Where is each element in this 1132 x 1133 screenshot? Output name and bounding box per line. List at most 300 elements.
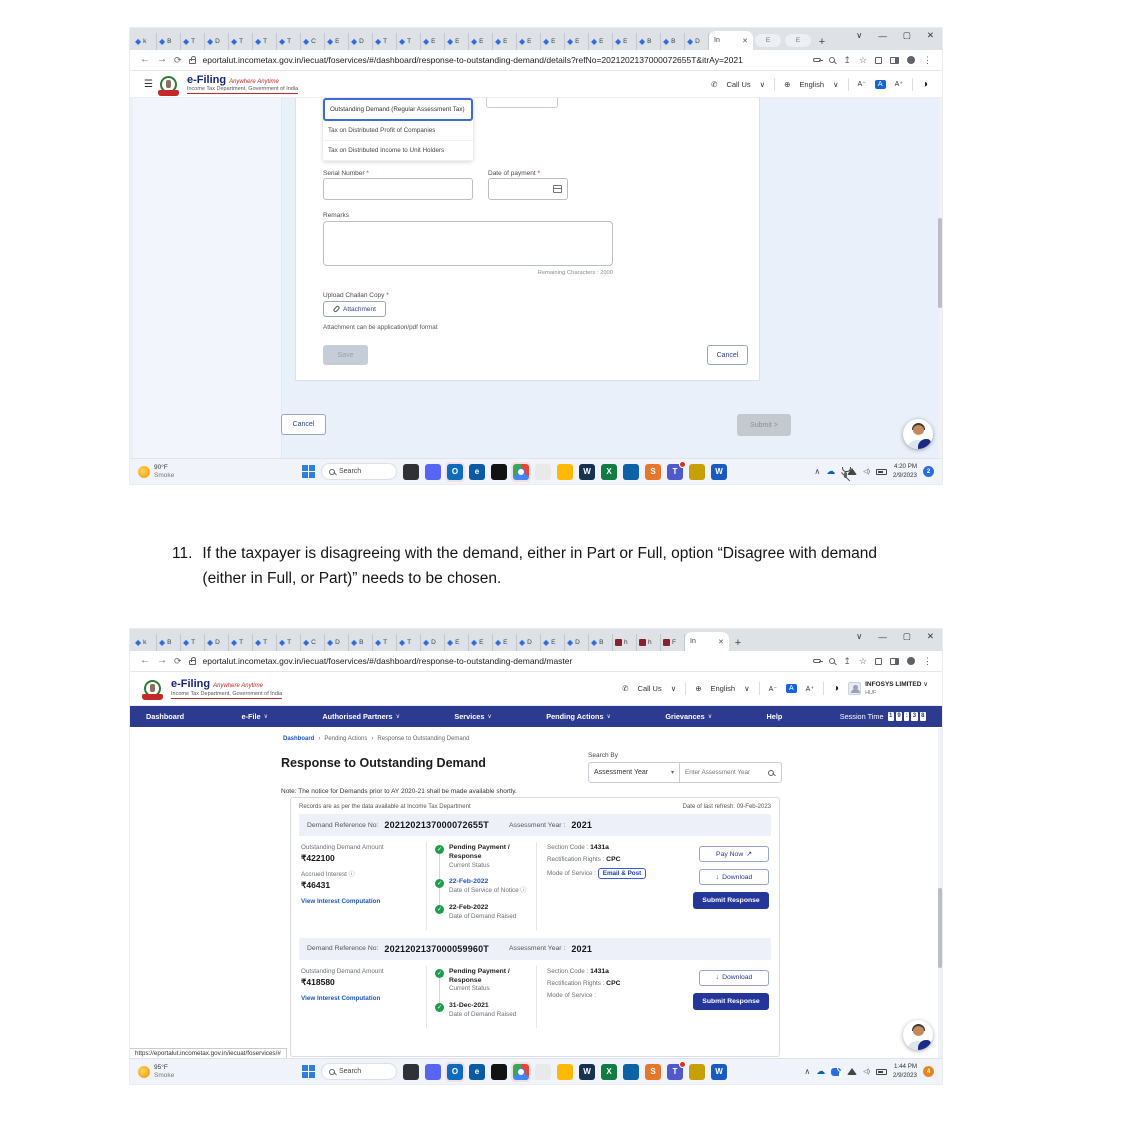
browser-menu-icon[interactable]: ⋮ — [923, 54, 932, 65]
brand-tagline: Anywhere Anytime — [213, 683, 263, 690]
search-icon — [329, 469, 335, 475]
browser-tab[interactable]: ◆ D — [517, 634, 541, 651]
font-increase-button[interactable]: A⁺ — [894, 81, 903, 88]
instruction-number: 11. — [172, 545, 193, 562]
tab-favicon-icon: ◆ — [447, 637, 454, 647]
date-of-payment-label: Date of payment — [488, 170, 536, 177]
tab-close-icon[interactable]: ✕ — [718, 638, 724, 646]
tabsearch-caret-icon[interactable]: ∨ — [856, 30, 863, 40]
browser-tab[interactable]: ◆ T — [397, 33, 421, 50]
browser-tab[interactable]: ◆ T — [277, 33, 301, 50]
taskbar-search[interactable]: Search — [321, 1063, 397, 1080]
browser-tab[interactable]: ◆ E — [493, 634, 517, 651]
wps-office-icon[interactable]: W — [579, 464, 595, 480]
required-asterisk: * — [386, 292, 389, 299]
browser-tab[interactable]: ◆ E — [589, 33, 613, 50]
onedrive-icon[interactable]: ☁ — [826, 466, 836, 476]
tab-favicon-icon: ◆ — [135, 36, 142, 46]
page-title: Response to Outstanding Demand — [281, 756, 486, 770]
defender-icon[interactable] — [623, 464, 639, 480]
password-key-icon[interactable] — [813, 58, 821, 62]
browser-tab[interactable]: ◆ T — [373, 33, 397, 50]
excel-icon[interactable]: X — [601, 464, 617, 480]
demand-record-header — [299, 938, 771, 960]
check-icon: ✓ — [436, 1005, 443, 1012]
url-actions — [813, 656, 932, 667]
nav-item[interactable]: e-File ∨ — [241, 712, 268, 721]
contrast-toggle-icon[interactable]: ◑ — [921, 78, 928, 90]
lock-icon — [189, 660, 196, 665]
github-icon[interactable] — [535, 464, 551, 480]
sharepoint-icon[interactable]: S — [645, 464, 661, 480]
section-code-label: Section Code : — [547, 967, 589, 975]
spotify-icon[interactable] — [491, 464, 507, 480]
weather-icon — [138, 1066, 150, 1078]
check-icon: ✓ — [436, 881, 443, 888]
view-interest-link[interactable]: View Interest Computation — [301, 897, 381, 905]
clock-time: 1:44 PM — [893, 1063, 917, 1071]
tab-favicon-icon: ◆ — [567, 36, 574, 46]
rectification-value: CPC — [606, 856, 621, 863]
browser-tab[interactable]: ◆ D — [685, 33, 709, 50]
browser-tab[interactable]: ◆ C — [301, 33, 325, 50]
browser-tab[interactable]: ◆ D — [565, 634, 589, 651]
onedrive-icon[interactable]: ☁ — [816, 1066, 826, 1076]
share-icon[interactable]: ↥ — [843, 54, 851, 65]
tab-favicon-icon: ◆ — [255, 637, 262, 647]
font-decrease-button[interactable]: A⁻ — [768, 685, 777, 693]
browser-tab[interactable]: ◆ B — [589, 634, 613, 651]
browser-tab[interactable]: ◆ D — [421, 634, 445, 651]
mode-of-service-chip: Email & Post — [598, 868, 647, 879]
tab-favicon-icon: ◆ — [351, 637, 358, 647]
new-tab-button[interactable]: + — [818, 36, 826, 48]
chatbot-avatar[interactable] — [903, 419, 933, 449]
taskbar-clock[interactable] — [893, 463, 917, 480]
session-time-label: Session Time — [839, 712, 884, 721]
wps-office-icon[interactable]: W — [579, 1064, 595, 1080]
dropdown-option[interactable]: Tax on Distributed Profit of Companies — [323, 121, 473, 141]
income-tax-emblem-logo — [144, 680, 161, 697]
password-key-icon[interactable] — [813, 659, 821, 663]
tab-close-icon[interactable]: ✕ — [742, 37, 748, 45]
sticky-notes-icon[interactable] — [689, 1064, 705, 1080]
forward-icon[interactable]: → — [157, 54, 167, 65]
serial-number-input[interactable] — [323, 178, 473, 200]
browser-tab[interactable]: ◆ E — [541, 33, 565, 50]
extensions-icon[interactable] — [875, 57, 882, 64]
hamburger-icon[interactable]: ☰ — [144, 78, 153, 90]
chrome-icon[interactable] — [513, 1064, 529, 1080]
income-tax-emblem-logo — [160, 76, 177, 93]
browser-tab[interactable]: ◆ T — [229, 634, 253, 651]
section-code-value: 1431a — [590, 967, 609, 975]
dropdown-option[interactable]: Tax on Distributed Income to Unit Holders — [323, 141, 473, 161]
side-panel-icon[interactable] — [890, 658, 899, 665]
share-icon[interactable]: ↥ — [843, 655, 851, 666]
tab-favicon-icon: ◆ — [135, 637, 142, 647]
tab-favicon-icon — [639, 639, 646, 646]
outlook-icon[interactable]: O — [447, 464, 463, 480]
tab-favicon-icon: ◆ — [183, 637, 190, 647]
discord-icon[interactable] — [425, 1064, 441, 1080]
browser-tab[interactable]: ◆ B — [157, 33, 181, 50]
language-menu[interactable]: English — [799, 79, 825, 89]
session-digit: 3 — [912, 713, 917, 719]
notification-badge — [679, 461, 686, 468]
info-icon[interactable]: ⓘ — [348, 871, 355, 878]
browser-tab[interactable]: ◆ D — [325, 634, 349, 651]
excel-icon[interactable]: X — [601, 1064, 617, 1080]
browser-tab[interactable]: ◆ T — [277, 634, 301, 651]
breadcrumb-current: Response to Outstanding Demand — [377, 736, 470, 742]
tab-favicon-icon — [663, 639, 670, 646]
download-button[interactable]: ↓ Download — [699, 970, 769, 986]
volume-icon[interactable]: ◁) — [863, 469, 870, 475]
view-interest-link[interactable]: View Interest Computation — [301, 994, 381, 1002]
tab-favicon-icon: ◆ — [279, 637, 286, 647]
browser-tab[interactable]: ◆ D — [205, 634, 229, 651]
instruction-step — [172, 541, 914, 591]
rectification-value: CPC — [606, 979, 621, 987]
browser-tab[interactable]: ◆ E — [517, 33, 541, 50]
assessment-year-input[interactable] — [685, 769, 765, 776]
caret-down-icon: ∨ — [263, 714, 268, 720]
minimize-button[interactable]: — — [878, 631, 887, 642]
tab-favicon-icon: ◆ — [423, 637, 430, 647]
interest-label: Accrued Interest — [301, 870, 347, 878]
assessment-year-dropdown[interactable]: Assessment Year ▾ — [588, 762, 680, 783]
notification-badge — [679, 1061, 686, 1068]
session-digit: 8 — [921, 713, 925, 719]
maximize-button[interactable]: ▢ — [902, 30, 911, 40]
attachment-button[interactable]: Attachment — [323, 301, 386, 317]
section-code-label: Section Code : — [547, 844, 589, 851]
mode-of-service-label: Mode of Service : — [547, 870, 596, 877]
weather-condition: Smoke — [154, 471, 175, 479]
profile-icon[interactable] — [907, 657, 915, 665]
tab-favicon-icon: ◆ — [231, 637, 238, 647]
weather-widget[interactable] — [138, 1064, 174, 1080]
browser-tab[interactable]: ◆ E — [565, 33, 589, 50]
caret-down-icon: ∨ — [395, 714, 400, 720]
brand-title: e-Filing — [171, 678, 211, 691]
page-content — [130, 98, 942, 458]
nav-item[interactable]: Grievances ∨ — [665, 712, 713, 721]
chrome-icon[interactable] — [513, 464, 529, 480]
weather-temp: 90°F — [154, 463, 168, 471]
call-us-menu[interactable]: Call Us — [637, 684, 662, 693]
clock-time: 4:20 PM — [893, 463, 917, 471]
edge-icon[interactable]: e — [469, 1064, 485, 1080]
amount-field-partial[interactable] — [486, 98, 558, 108]
close-button[interactable]: ✕ — [926, 631, 934, 641]
wifi-icon[interactable] — [847, 1068, 857, 1075]
battery-icon[interactable] — [876, 1069, 887, 1075]
browser-tab[interactable]: ◆ E — [613, 33, 637, 50]
submit-response-button[interactable]: Submit Response — [693, 993, 769, 1010]
tab-favicon-icon: ◆ — [495, 36, 502, 46]
zoom-icon[interactable] — [829, 658, 835, 664]
forward-icon[interactable]: → — [157, 655, 167, 666]
check-icon: ✓ — [436, 847, 443, 853]
browser-tab-inactive[interactable]: E — [755, 34, 781, 47]
calendar-icon[interactable] — [553, 185, 562, 193]
browser-tab-inactive[interactable]: E — [785, 34, 811, 47]
zoom-icon[interactable] — [829, 57, 835, 63]
browser-tab[interactable]: ◆ T — [253, 634, 277, 651]
teams-icon[interactable]: T — [667, 1064, 683, 1080]
tabsearch-caret-icon[interactable]: ∨ — [856, 631, 863, 641]
tab-favicon-icon: ◆ — [303, 637, 310, 647]
spotify-icon[interactable] — [491, 1064, 507, 1080]
browser-tab[interactable]: F — [661, 634, 685, 651]
call-us-menu[interactable]: Call Us — [726, 79, 751, 89]
font-default-button[interactable]: A — [786, 684, 797, 693]
browser-tab-active[interactable]: In ✕ — [685, 632, 729, 651]
dropdown-option-selected[interactable]: Outstanding Demand (Regular Assessment Tax) — [323, 98, 473, 121]
lock-icon — [189, 59, 196, 64]
github-icon[interactable] — [535, 1064, 551, 1080]
font-default-button[interactable]: A — [875, 80, 886, 89]
brand-title: e-Filing — [186, 73, 227, 86]
browser-tab[interactable]: ◆ D — [205, 33, 229, 50]
tab-favicon-icon: ◆ — [207, 36, 214, 46]
nav-item[interactable]: Dashboard — [146, 712, 185, 721]
browser-tab[interactable]: ◆ B — [661, 33, 685, 50]
browser-tab[interactable]: ◆ B — [157, 634, 181, 651]
tray-chevron-up-icon[interactable]: ∧ — [814, 467, 821, 476]
font-decrease-button[interactable]: A⁻ — [857, 81, 866, 88]
tab-favicon-icon: ◆ — [423, 36, 430, 46]
timeline-item: ✓ 22-Feb-2022 Date of Service of Notice ⓘ — [436, 878, 527, 895]
language-menu[interactable]: English — [710, 684, 736, 693]
records-caption: Records are as per the data available at Income Tax Department — [299, 804, 471, 810]
amount-label: Outstanding Demand Amount — [301, 844, 384, 851]
response-form-card — [295, 98, 760, 381]
caret-down-icon: ∨ — [487, 714, 492, 720]
browser-tab[interactable]: ◆ E — [493, 33, 517, 50]
browser-tab[interactable]: ◆ T — [229, 33, 253, 50]
tab-favicon-icon: ◆ — [279, 36, 286, 46]
weather-widget[interactable] — [138, 464, 174, 480]
caret-down-icon: ∨ — [744, 684, 750, 693]
tab-favicon-icon: ◆ — [207, 637, 214, 647]
word-icon[interactable]: W — [711, 464, 727, 480]
url-text[interactable]: eportalut.incometax.gov.in/iecuat/foservices/#/dashboard/response-to-outstanding-demand/details?refNo=2021202137000072655T&itrAy=2021 — [202, 55, 743, 65]
taskbar-search[interactable]: Search — [321, 463, 397, 480]
sharepoint-icon[interactable]: S — [645, 1064, 661, 1080]
browser-tab[interactable]: ◆ B — [349, 634, 373, 651]
font-increase-button[interactable]: A⁺ — [805, 685, 815, 693]
weather-temp: 95°F — [154, 1063, 168, 1071]
word-icon[interactable]: W — [711, 1064, 727, 1080]
page-content — [130, 728, 942, 1058]
browser-tab[interactable]: ◆ k — [133, 634, 157, 651]
nav-item[interactable]: Services ∨ — [454, 712, 492, 721]
tab-favicon-icon: ◆ — [327, 637, 334, 647]
ay-label: Assessment Year : — [509, 945, 566, 953]
back-icon[interactable]: ← — [140, 655, 150, 666]
remarks-textarea[interactable] — [323, 221, 613, 266]
back-icon[interactable]: ← — [140, 54, 150, 65]
nav-item[interactable]: Pending Actions ∨ — [546, 712, 611, 721]
clock-date: 2/9/2023 — [892, 1071, 917, 1079]
start-button-icon[interactable] — [302, 1065, 315, 1078]
browser-tab[interactable]: ◆ C — [301, 634, 325, 651]
cancel-button[interactable]: Cancel — [707, 345, 748, 365]
close-button[interactable]: ✕ — [926, 30, 934, 40]
outer-cancel-button[interactable]: Cancel — [281, 414, 326, 435]
file-explorer-icon[interactable] — [557, 1064, 573, 1080]
extensions-icon[interactable] — [875, 658, 882, 665]
submit-response-button[interactable]: Submit Response — [693, 892, 769, 909]
browser-tab[interactable]: ◆ E — [421, 33, 445, 50]
photos-icon[interactable] — [403, 1064, 419, 1080]
browser-tab-active[interactable]: In ✕ — [709, 31, 753, 50]
submit-button[interactable]: Submit > — [737, 414, 791, 436]
url-text[interactable]: eportalut.incometax.gov.in/iecuat/foservices/#/dashboard/response-to-outstanding-demand/master — [202, 656, 573, 666]
screenshot-outstanding-demand — [130, 629, 942, 1084]
save-button[interactable]: Save — [323, 345, 368, 365]
browser-tab[interactable]: ◆ T — [181, 33, 205, 50]
tab-favicon-icon: ◆ — [471, 637, 478, 647]
phone-icon: ✆ — [711, 79, 718, 89]
maximize-button[interactable]: ▢ — [902, 631, 911, 641]
notice-note: Note: The notice for Demands prior to AY 2020-21 shall be made available shortly. — [281, 788, 517, 795]
browser-tab[interactable]: ◆ E — [445, 33, 469, 50]
user-menu[interactable] — [848, 681, 928, 697]
browser-tab[interactable]: ◆ T — [253, 33, 277, 50]
mic-active-icon[interactable] — [831, 1068, 841, 1076]
breadcrumb — [283, 736, 469, 742]
minimize-button[interactable]: — — [878, 30, 887, 41]
download-button[interactable]: ↓ Download — [699, 869, 769, 885]
notification-count-badge[interactable]: 4 — [923, 1066, 934, 1077]
url-actions — [813, 55, 932, 66]
tab-favicon-icon: ◆ — [543, 36, 550, 46]
caret-down-icon: ∨ — [923, 680, 928, 688]
efiling-header — [130, 71, 942, 98]
browser-tab[interactable]: h — [613, 634, 637, 651]
tab-favicon-icon: ◆ — [543, 637, 550, 647]
defender-icon[interactable] — [623, 1064, 639, 1080]
download-icon: ↓ — [715, 974, 720, 982]
caret-down-icon: ∨ — [759, 79, 766, 89]
tray-chevron-up-icon[interactable]: ∧ — [804, 1067, 811, 1076]
records-card — [290, 797, 780, 1057]
bookmark-star-icon[interactable]: ☆ — [858, 54, 867, 65]
scrollbar[interactable] — [938, 728, 942, 1058]
nav-item[interactable]: Help — [766, 712, 783, 721]
tab-favicon-icon: ◆ — [399, 637, 406, 647]
notification-count-badge[interactable]: 2 — [923, 466, 934, 477]
interest-value: ₹46431 — [301, 879, 331, 890]
pay-now-button[interactable]: Pay Now ↗ — [699, 846, 769, 862]
check-icon: ✓ — [436, 970, 443, 977]
browser-tab[interactable]: ◆ T — [373, 634, 397, 651]
amount-value: ₹422100 — [301, 852, 335, 863]
bookmark-star-icon[interactable]: ☆ — [858, 655, 867, 666]
nav-item[interactable]: Authorised Partners ∨ — [322, 712, 400, 721]
browser-tab[interactable]: ◆ E — [469, 33, 493, 50]
photos-icon[interactable] — [403, 464, 419, 480]
globe-icon: ⊕ — [784, 79, 791, 89]
new-tab-button[interactable]: + — [734, 637, 742, 649]
file-explorer-icon[interactable] — [557, 464, 573, 480]
left-panel — [133, 98, 282, 458]
volume-icon[interactable]: ◁) — [863, 1069, 870, 1075]
edge-icon[interactable]: e — [469, 464, 485, 480]
reload-icon[interactable]: ⟳ — [174, 655, 182, 666]
sticky-notes-icon[interactable] — [689, 464, 705, 480]
tab-favicon-icon: ◆ — [663, 36, 670, 46]
browser-tab[interactable]: ◆ T — [181, 634, 205, 651]
session-digit: 1 — [889, 713, 893, 719]
teams-icon[interactable]: T — [667, 464, 683, 480]
browser-tab[interactable]: ◆ E — [541, 634, 565, 651]
browser-tab[interactable]: ◆ T — [397, 634, 421, 651]
tab-favicon-icon: ◆ — [639, 36, 646, 46]
scrollbar[interactable] — [938, 98, 942, 458]
brand-tagline: Anywhere Anytime — [229, 78, 279, 85]
browser-tab[interactable]: ◆ E — [445, 634, 469, 651]
chatbot-avatar[interactable] — [903, 1020, 933, 1050]
start-button-icon[interactable] — [302, 465, 315, 478]
weather-icon — [138, 466, 150, 478]
browser-tab[interactable]: ◆ E — [325, 33, 349, 50]
reload-icon[interactable]: ⟳ — [174, 54, 182, 65]
screenshot-efiling-form — [130, 28, 942, 484]
timeline-item: ✓ Pending Payment / Response Current Status — [436, 967, 510, 993]
browser-tab[interactable]: ◆ D — [349, 33, 373, 50]
user-type: HUF — [865, 689, 877, 696]
battery-icon[interactable] — [876, 469, 887, 475]
demand-record-header — [299, 814, 771, 836]
globe-icon: ⊕ — [695, 684, 702, 693]
tab-favicon-icon: ◆ — [591, 637, 598, 647]
side-panel-icon[interactable] — [890, 57, 899, 64]
breadcrumb-sep-icon: › — [318, 736, 321, 742]
discord-icon[interactable] — [425, 464, 441, 480]
clock-date: 2/9/2023 — [892, 471, 917, 479]
browser-tab[interactable]: ◆ k — [133, 33, 157, 50]
check-icon: ✓ — [436, 907, 443, 914]
assessment-year-search — [680, 762, 782, 783]
breadcrumb-home[interactable]: Dashboard — [283, 736, 315, 742]
browser-tab[interactable]: ◆ B — [637, 33, 661, 50]
section-code-value: 1431a — [590, 844, 609, 851]
caret-down-icon: ∨ — [707, 714, 713, 720]
tab-favicon-icon: ◆ — [471, 36, 478, 46]
tab-favicon-icon: ◆ — [615, 36, 622, 46]
contrast-toggle-icon[interactable]: ◑ — [833, 683, 840, 694]
search-icon[interactable] — [768, 770, 774, 776]
browser-tab[interactable]: h — [637, 634, 661, 651]
profile-icon[interactable] — [907, 56, 915, 64]
tab-favicon-icon: ◆ — [231, 36, 238, 46]
outlook-icon[interactable]: O — [447, 1064, 463, 1080]
tab-favicon-icon: ◆ — [159, 637, 166, 647]
browser-menu-icon[interactable]: ⋮ — [923, 655, 932, 666]
taskbar-clock[interactable] — [893, 1063, 917, 1080]
tab-favicon-icon: ◆ — [159, 36, 166, 46]
breadcrumb-middle[interactable]: Pending Actions — [324, 736, 368, 742]
browser-tab-strip — [130, 28, 942, 50]
windows-taskbar — [130, 458, 942, 484]
tab-favicon-icon: ◆ — [447, 36, 454, 46]
browser-tab[interactable]: ◆ E — [469, 634, 493, 651]
